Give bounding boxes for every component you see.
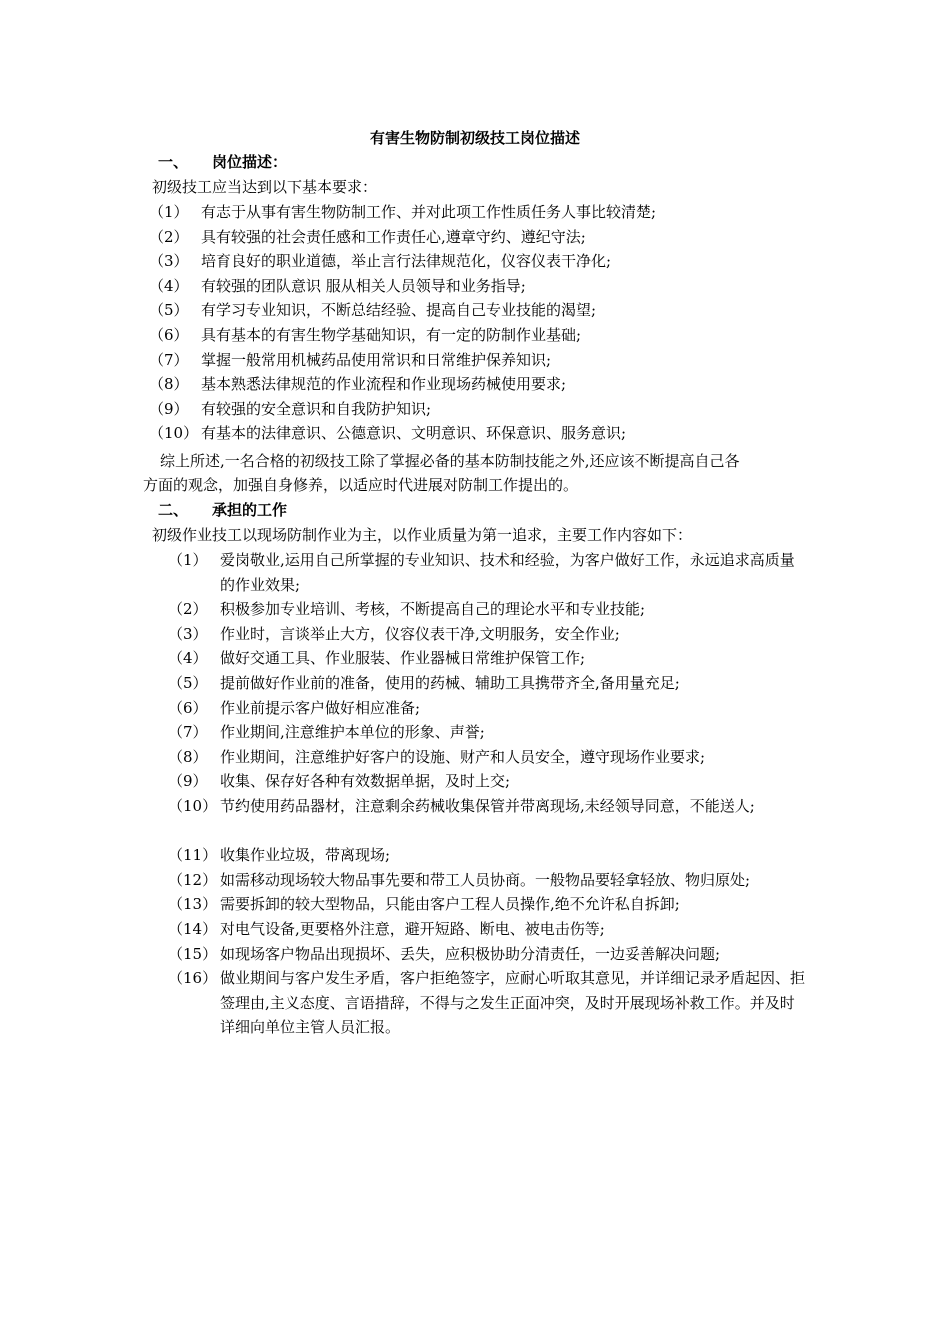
list-item-number: （1） xyxy=(168,551,208,569)
list-item xyxy=(149,249,829,274)
document-title: 有害生物防制初级技工岗位描述 xyxy=(369,129,580,147)
list-item-number: （9） xyxy=(149,399,189,418)
list-item-number: （4） xyxy=(149,276,189,295)
section-2-number: 二、 xyxy=(158,501,189,519)
list-item-number: （15） xyxy=(168,944,218,963)
list-item xyxy=(149,225,829,250)
list-item xyxy=(149,200,829,225)
list-item-number: （3） xyxy=(149,252,189,271)
list-item-text: 有学习专业知识，不断总结经验、提高自己专业技能的渴望; xyxy=(201,301,597,320)
list-item xyxy=(168,769,808,794)
list-item-number: （2） xyxy=(168,600,208,619)
section-1-number: 一、 xyxy=(158,153,189,171)
list-item-text: 具有基本的有害生物学基础知识，有一定的防制作业基础; xyxy=(201,326,582,344)
list-item xyxy=(149,348,829,373)
list-item xyxy=(168,597,808,622)
list-item xyxy=(149,397,829,422)
list-item-text: 培育良好的职业道德，举止言行法律规范化，仪容仪表干净化; xyxy=(201,252,612,271)
list-item-number: （3） xyxy=(168,624,208,643)
list-item xyxy=(149,274,829,299)
list-item-text: 具有较强的社会责任感和工作责任心,遵章守约、遵纪守法; xyxy=(201,227,586,246)
list-item-number: （6） xyxy=(149,326,189,344)
list-item xyxy=(149,372,829,397)
list-item-number: （13） xyxy=(168,895,218,914)
list-item-number: （5） xyxy=(149,301,189,320)
list-item-text: 节约使用药品器材，注意剩余药械收集保管并带离现场,未经领导同意，不能送人; xyxy=(220,797,755,815)
list-item xyxy=(149,421,829,446)
section-2-intro: 初级作业技工以现场防制作业为主，以作业质量为第一追求，主要工作内容如下： xyxy=(152,526,693,544)
list-item xyxy=(168,720,808,745)
list-item-text: 有较强的团队意识 服从相关人员领导和业务指导; xyxy=(201,276,526,295)
list-item-number: （14） xyxy=(168,920,218,938)
list-item-number: （9） xyxy=(168,772,208,791)
list-item xyxy=(168,917,808,942)
section-1-title: 岗位描述： xyxy=(212,153,288,171)
list-item-text: 作业期间,注意维护本单位的形象、声誉; xyxy=(220,723,485,742)
list-item-number: （16） xyxy=(168,969,218,988)
list-item-text: 提前做好作业前的准备，使用的药械、辅助工具携带齐全,备用量充足; xyxy=(220,674,680,692)
list-item-number: （8） xyxy=(149,375,189,394)
list-item-text: 作业期间，注意维护好客户的设施、财产和人员安全，遵守现场作业要求; xyxy=(220,747,706,766)
list-item-text: 积极参加专业培训、考核，不断提高自己的理论水平和专业技能; xyxy=(220,600,646,619)
list-item-text: 如现场客户物品出现损坏、丢失，应积极协助分清责任，一边妥善解决问题; xyxy=(220,944,721,963)
list-item xyxy=(168,696,808,721)
list-item-text: 有基本的法律意识、公德意识、文明意识、环保意识、服务意识; xyxy=(201,424,627,443)
list-item-number: （11） xyxy=(168,846,218,865)
list-item xyxy=(168,966,808,1040)
list-item-text: 爱岗敬业,运用自己所掌握的专业知识、技术和经验，为客户做好工作，永远追求高质量的作业效果; xyxy=(220,551,795,594)
list-item-text: 作业前提示客户做好相应准备; xyxy=(220,698,421,717)
summary-line-1: 综上所述,一名合格的初级技工除了掌握必备的基本防制技能之外,还应该不断提高自己各 xyxy=(160,452,740,470)
list-item xyxy=(168,843,808,868)
list-item-number: （4） xyxy=(168,649,208,668)
list-item xyxy=(168,745,808,770)
list-item xyxy=(149,323,829,348)
list-item-text: 对电气设备,更要格外注意，避开短路、断电、被电击伤等; xyxy=(220,920,605,938)
list-item-text: 作业时，言谈举止大方，仪容仪表干净,文明服务，安全作业; xyxy=(220,624,620,643)
list-item xyxy=(168,942,808,967)
list-item-text: 收集、保存好各种有效数据单据，及时上交; xyxy=(220,772,511,791)
list-item xyxy=(149,298,829,323)
list-item-number: （8） xyxy=(168,747,208,766)
list-item-text: 有较强的安全意识和自我防护知识; xyxy=(201,399,432,418)
summary-line-2: 方面的观念，加强自身修养，以适应时代进展对防制工作提出的。 xyxy=(143,476,579,494)
list-item-number: （1） xyxy=(149,203,189,221)
section-1-intro: 初级技工应当达到以下基本要求： xyxy=(152,178,378,196)
list-item-text: 需要拆卸的较大型物品，只能由客户工程人员操作,绝不允许私自拆卸; xyxy=(220,895,680,914)
list-item-text: 做好交通工具、作业服装、作业器械日常维护保管工作; xyxy=(220,649,586,668)
list-item-number: （6） xyxy=(168,698,208,717)
list-item-text: 掌握一般常用机械药品使用常识和日常维护保养知识; xyxy=(201,350,552,369)
section-2-title: 承担的工作 xyxy=(212,501,288,519)
list-item-number: （10） xyxy=(168,797,218,815)
list-item-text: 有志于从事有害生物防制工作、并对此项工作性质任务人事比较清楚; xyxy=(201,203,657,221)
list-item xyxy=(168,794,808,843)
list-item xyxy=(168,646,808,671)
list-item-number: （7） xyxy=(149,350,189,369)
list-item-text: 收集作业垃圾，带离现场; xyxy=(220,846,391,865)
section-1-heading xyxy=(158,150,287,174)
list-item xyxy=(168,622,808,647)
list-item-number: （2） xyxy=(149,227,189,246)
list-item-number: （7） xyxy=(168,723,208,742)
section-2-heading xyxy=(158,498,287,522)
list-item-text: 做业期间与客户发生矛盾，客户拒绝签字，应耐心听取其意见，并详细记录矛盾起因、拒签理由,主义态度、言语措辞，不得与之发生正面冲突，及时开展现场补救工作。并及时详细向单位主管人员汇报。 xyxy=(220,969,806,1037)
list-item xyxy=(168,892,808,917)
list-item xyxy=(168,671,808,696)
list-item-text: 如需移动现场较大物品事先要和带工人员协商。一般物品要轻拿轻放、物归原处; xyxy=(220,870,751,889)
list-item-text: 基本熟悉法律规范的作业流程和作业现场药械使用要求; xyxy=(201,375,567,394)
list-item-number: （5） xyxy=(168,674,208,692)
list-item xyxy=(168,548,808,597)
list-item xyxy=(168,868,808,893)
list-item-number: （12） xyxy=(168,870,218,889)
list-item-number: （10） xyxy=(149,424,199,443)
